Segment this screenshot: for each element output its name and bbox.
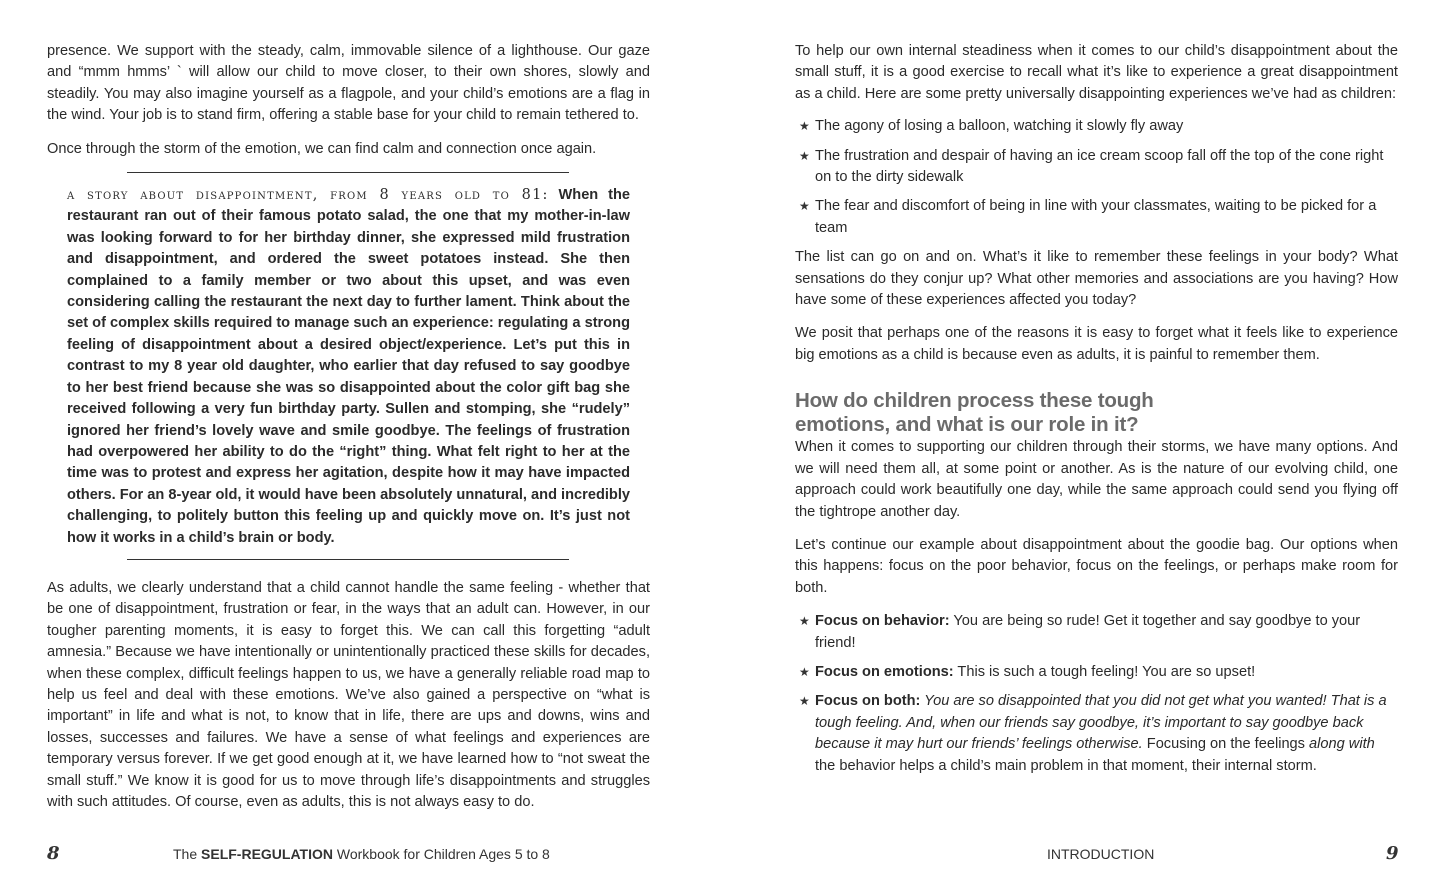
focus-text: the behavior helps a child’s main problem in that moment, their internal storm. — [815, 757, 1317, 774]
divider-bottom — [127, 559, 569, 560]
story-body: When the restaurant ran out of their famous potato salad, the one that my mother-in-law was looking forward to for her birthday dinner, she expressed mild frustration and disappointment, and ordered the sweet potatoes instead. She then complained to a family member or two about this upset, and was even considering calling the restaurant the next day to further lament. Think about the set of complex skills required to manage such an experience: regulating a strong feeling of disappointment about a desired object/experience. Let’s put this in contrast to my 8 year old daughter, who earlier that day refused to say goodbye to her best friend because she was so disappointed about the color gift bag she received following a very fun birthday party. Sullen and stomping, she “rudely” ignored her friend’s lovely wave and smile goodbye. The feelings of frustration had overpowered her ability to do the “right” thing. What felt right to her at the time was to protest and express her agitation, despite how it may have impacted others. For an 8-year old, it would have been absolutely unnatural, and incredibly challenging, to politely button this feeling up and quickly move on. It’s just not how it works in a child’s brain or body. — [67, 187, 630, 546]
body-paragraph: We posit that perhaps one of the reasons it is easy to forget what it feels like to experience big emotions as a child is because even as adults, it is painful to remember them. — [795, 325, 1398, 363]
star-icon: ★ — [799, 199, 810, 214]
focus-text: Focusing on the feelings — [1142, 736, 1310, 753]
list-item-text: The agony of losing a balloon, watching it slowly fly away — [815, 118, 1184, 135]
star-icon: ★ — [799, 614, 810, 629]
star-icon: ★ — [799, 148, 810, 163]
body-paragraph: As adults, we clearly understand that a child cannot handle the same feeling - whether that be one of disappointment, frustration or fear, in the ways that an adult can. However, in our tougher parenting moments, it is easy to forget this. We can call this forgetting “adult amnesia.” Because we have intentionally or unintentionally practiced these skills for decades, when these complex, difficult feelings happen to us, we have a generally reliable road map to help us feel and deal with these emotions. We’ve also gained a perspective on “what is important” in life and what is not, to know that in life, there are ups and downs, wins and losses, successes and failures. We have a sense of what feelings and experiences are temporary versus forever. If we get good enough at it, we have learned how to “not sweat the small stuff.” We know it is good for us to move through life’s disappointments and struggles with such attitudes. Of course, even as adults, this is not always easy to do. — [47, 579, 650, 810]
focus-italic-text: along with — [1309, 736, 1375, 753]
page-number-left: 8 — [47, 843, 60, 864]
heading-line: How do children process these tough — [795, 389, 1154, 413]
bullet-list — [795, 116, 1398, 239]
list-item — [795, 662, 1398, 683]
focus-text: You are being so rude! Get it together and say goodbye to your friend! — [815, 613, 1361, 651]
story-callout — [67, 185, 630, 549]
focus-italic-text: You are so disappointed that you did not get what you wanted! That is a tough feeling. And, when our friends say goodbye, it’s important to say goodbye back because it may hurt our friends’ feelings otherwise. — [815, 693, 1387, 753]
body-paragraph: Let’s continue our example about disappointment about the goodie bag. Our options when this happens: focus on the poor behavior, focus on the feelings, or perhaps make room for both. — [795, 536, 1398, 596]
list-item — [795, 691, 1398, 777]
section-heading — [795, 389, 1398, 437]
body-paragraph: Once through the storm of the emotion, we can find calm and connection once again. — [47, 140, 597, 157]
focus-label: Focus on behavior: — [815, 613, 950, 630]
footer-text: The — [173, 846, 202, 862]
list-item-text: The frustration and despair of having an ice cream scoop fall off the top of the cone right on to the dirty sidewalk — [815, 147, 1384, 186]
focus-list — [795, 611, 1398, 777]
focus-label: Focus on both: — [815, 693, 921, 710]
body-paragraph: The list can go on and on. What’s it like to remember these feelings in your body? What sensations do they conjur up? What other memories and associations are you having? How have some of these experiences affected you today? — [795, 249, 1398, 309]
star-icon: ★ — [799, 664, 810, 679]
list-item — [795, 146, 1398, 189]
page-number-right: 9 — [1386, 843, 1399, 864]
star-icon: ★ — [799, 119, 810, 134]
footer-text: Workbook for Children Ages 5 to 8 — [332, 846, 550, 862]
heading-line: emotions, and what is our role in it? — [795, 413, 1139, 437]
body-paragraph: When it comes to supporting our children through their storms, we have many options. And we will need them all, at some point or another. As is the nature of our evolving child, one approach could work beautifully one day, while the same approach could send you flying off the tightrope another day. — [795, 439, 1398, 520]
list-item — [795, 196, 1398, 239]
story-title: a story about disappointment, from 8 years old to 81: — [67, 187, 549, 204]
section-footer: INTRODUCTION — [1047, 846, 1155, 862]
body-paragraph: presence. We support with the steady, calm, immovable silence of a lighthouse. Our gaze and “mmm hmms’ ` will allow our child to move closer, to their own shores, slowly and steadily. You may also imagine yourself as a flagpole, and your child’s emotions are a flag in the wind. Your job is to stand firm, offering a stable base for your child to remain tethered to. — [47, 43, 650, 124]
list-item — [795, 611, 1398, 654]
list-item-text: The fear and discomfort of being in line with your classmates, waiting to be picked for a team — [815, 198, 1377, 236]
left-page — [47, 0, 650, 890]
divider-top — [127, 172, 569, 173]
book-title-footer — [173, 846, 550, 862]
body-paragraph: To help our own internal steadiness when it comes to our child’s disappointment about the small stuff, it is a good exercise to recall what it’s like to experience a great disappointment as a child. Here are some pretty universally disappointing experiences we’ve had as children: — [795, 43, 1398, 102]
focus-text: This is such a tough feeling! You are so upset! — [953, 663, 1256, 680]
focus-label: Focus on emotions: — [815, 663, 954, 680]
list-item — [795, 116, 1398, 137]
footer-bold-text: SELF-REGULATION — [201, 846, 333, 862]
right-page — [795, 0, 1398, 890]
star-icon: ★ — [799, 694, 810, 709]
